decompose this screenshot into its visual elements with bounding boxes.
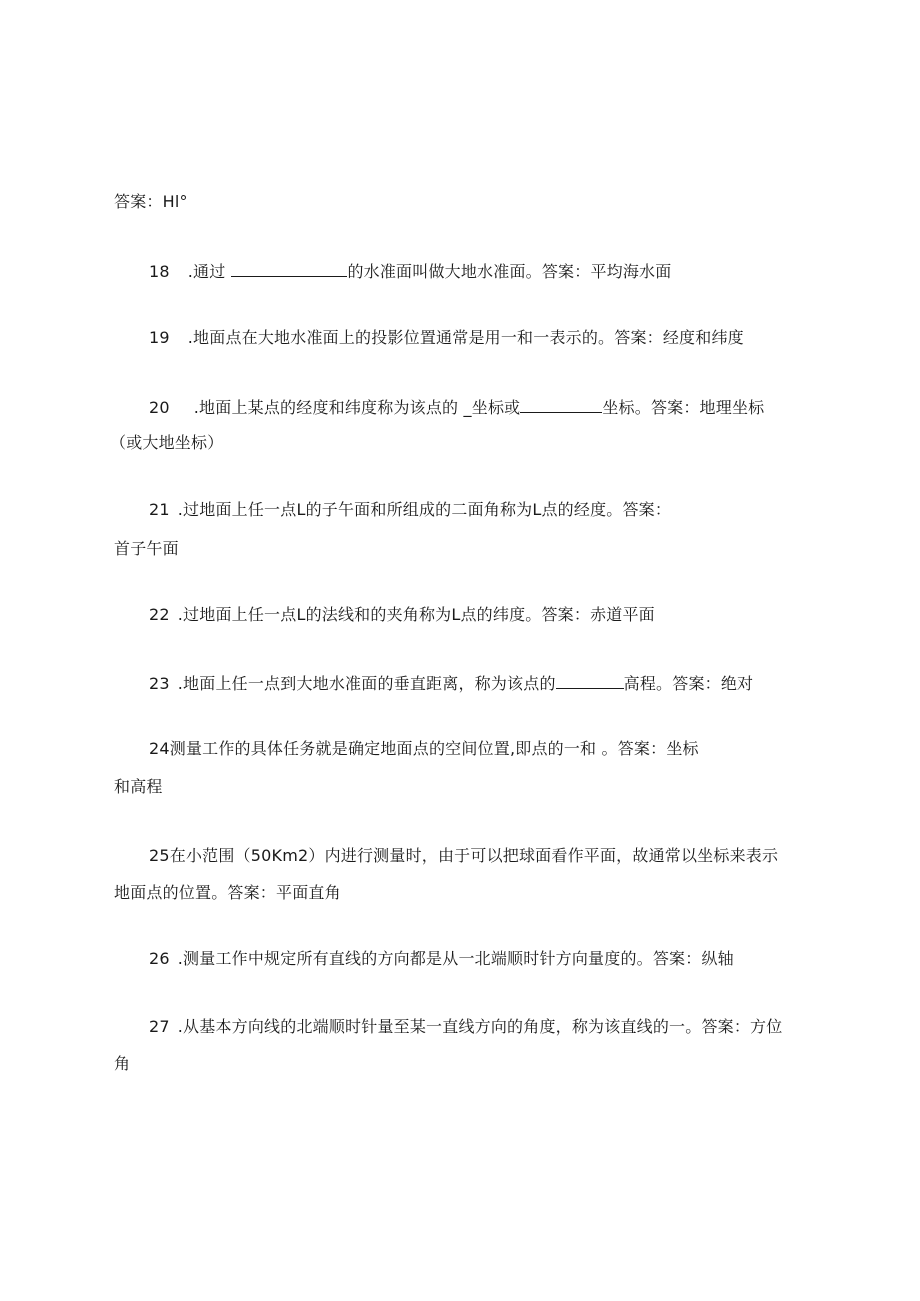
question-number: 21: [149, 500, 170, 519]
question-text: 24测量工作的具体任务就是确定地面点的空间位置,即点的一和 。答案：坐标: [149, 739, 699, 758]
question-20: [114, 396, 764, 419]
question-text-pre: .地面上某点的经度和纬度称为该点的 _坐标或: [193, 398, 521, 417]
question-text-continued: 和高程: [114, 777, 163, 796]
question-text-continued: 首子午面: [114, 539, 179, 558]
question-27: [114, 1016, 782, 1038]
question-number: 26: [149, 949, 170, 968]
question-text: .从基本方向线的北端顺时针量至某一直线方向的角度，称为该直线的一。答案：方位: [177, 1017, 783, 1036]
question-19: [114, 327, 744, 349]
question-number: 18: [149, 262, 170, 281]
question-25: [114, 845, 778, 867]
question-text: .测量工作中规定所有直线的方向都是从一北端顺时针方向量度的。答案：纵轴: [177, 949, 734, 968]
question-text-continued: 地面点的位置。答案：平面直角: [114, 883, 341, 902]
fill-blank: [520, 396, 602, 413]
question-number: 20: [149, 398, 170, 417]
question-text-continued: 角: [114, 1054, 131, 1073]
question-text-pre: .通过: [187, 262, 226, 281]
question-text: .过地面上任一点L的法线和的夹角称为L点的纬度。答案：赤道平面: [177, 605, 655, 624]
question-23: [114, 672, 753, 695]
question-text-pre: .地面上任一点到大地水准面的垂直距离，称为该点的: [177, 674, 556, 693]
question-text-post: 的水准面叫做大地水准面。答案：平均海水面: [347, 262, 672, 281]
fill-blank: [556, 672, 624, 689]
question-24: [114, 738, 699, 760]
question-20-cont: [110, 432, 223, 454]
answer-text: 答案：Hl°: [114, 192, 188, 211]
question-number: 27: [149, 1017, 170, 1036]
question-25-cont: [114, 882, 341, 904]
question-21-cont: [114, 538, 179, 560]
question-18: [114, 260, 671, 283]
question-26: [114, 948, 734, 970]
answer-line-17: [114, 191, 188, 213]
question-21: [114, 499, 671, 521]
question-27-cont: [114, 1053, 130, 1075]
question-text: 25在小范围（50Km2）内进行测量时，由于可以把球面看作平面，故通常以坐标来表示: [149, 846, 779, 865]
question-text-post: 高程。答案：绝对: [623, 674, 754, 693]
question-text: .过地面上任一点L的子午面和所组成的二面角称为L点的经度。答案：: [177, 500, 672, 519]
fill-blank: [231, 260, 347, 277]
question-24-cont: [114, 776, 163, 798]
question-number: 22: [149, 605, 170, 624]
question-number: 19: [149, 328, 170, 347]
question-text: .地面点在大地水准面上的投影位置通常是用一和一表示的。答案：经度和纬度: [187, 328, 744, 347]
question-text-post: 坐标。答案：地理坐标: [602, 398, 765, 417]
question-text-continued: （或大地坐标）: [110, 433, 224, 452]
question-22: [114, 604, 655, 626]
question-number: 23: [149, 674, 170, 693]
